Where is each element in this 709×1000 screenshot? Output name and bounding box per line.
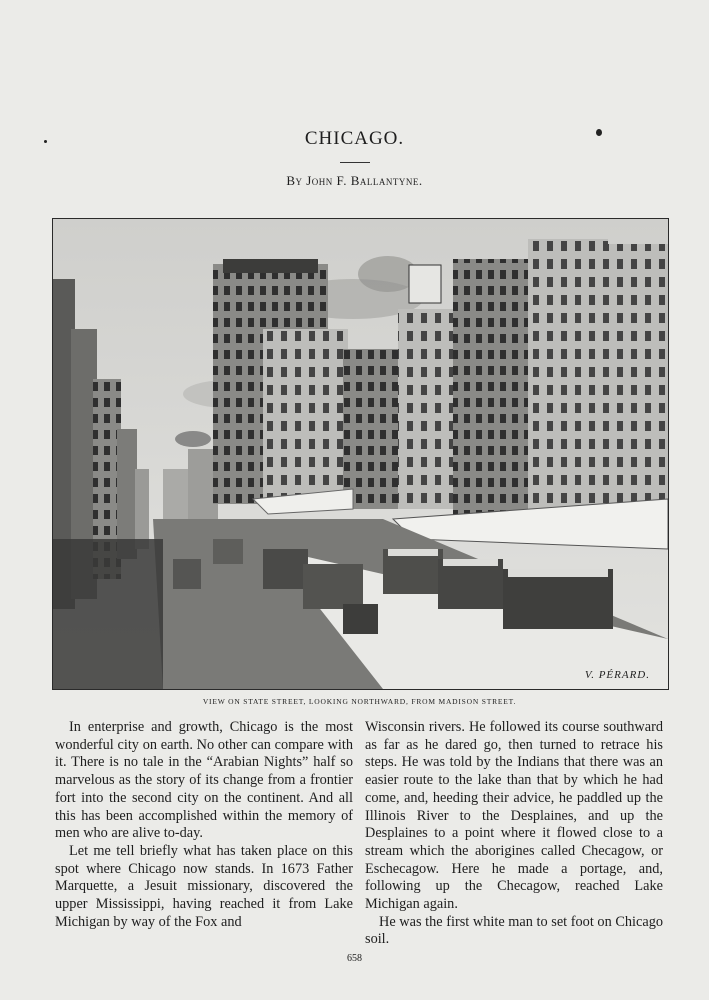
figure-caption: VIEW ON STATE STREET, LOOKING NORTHWARD, FROM MADISON STREET.	[202, 697, 517, 706]
page-title: CHICAGO.	[304, 128, 405, 149]
text-column-left	[55, 719, 353, 931]
street-illustration	[52, 218, 669, 690]
artist-signature: V. PÉRARD.	[584, 669, 650, 681]
paragraph: Wisconsin rivers. He followed its course southward as far as he dared go, then turned to retrace his steps. He was told by the Indians that there was an easier route to the lake than that by which he had come, and, heeding their advice, he paddled up the Illinois River to the Desplaines, and up the Desplaines to a point where it flowed close to a stream which the aborigines called Checagow, or Eschecagow. Here he made a portage, and, following up the Checagow, reached Lake Michigan again.	[365, 719, 663, 913]
paragraph: Let me tell briefly what has taken place on this spot where Chicago now stands. In 1673 Father Marquette, a Jesuit missionary, discovered the upper Mississippi, having reached it from Lake Michigan by way of the Fox and	[55, 842, 353, 930]
title-divider	[340, 162, 370, 163]
paragraph: In enterprise and growth, Chicago is the most wonderful city on earth. No other can compare with it. There is no tale in the “Arabian Nights” half so marvelous as the story of its change from a frontier fort into the second city on the continent. And all this has been accomplished within the memory of men who are alive to-day.	[55, 719, 353, 842]
byline: By John F. Ballantyne.	[286, 173, 423, 188]
text-column-right	[365, 719, 663, 949]
paragraph: He was the first white man to set foot on Chicago soil.	[365, 913, 663, 948]
street-scene-drawing	[53, 219, 668, 689]
page-number: 658	[347, 953, 362, 964]
